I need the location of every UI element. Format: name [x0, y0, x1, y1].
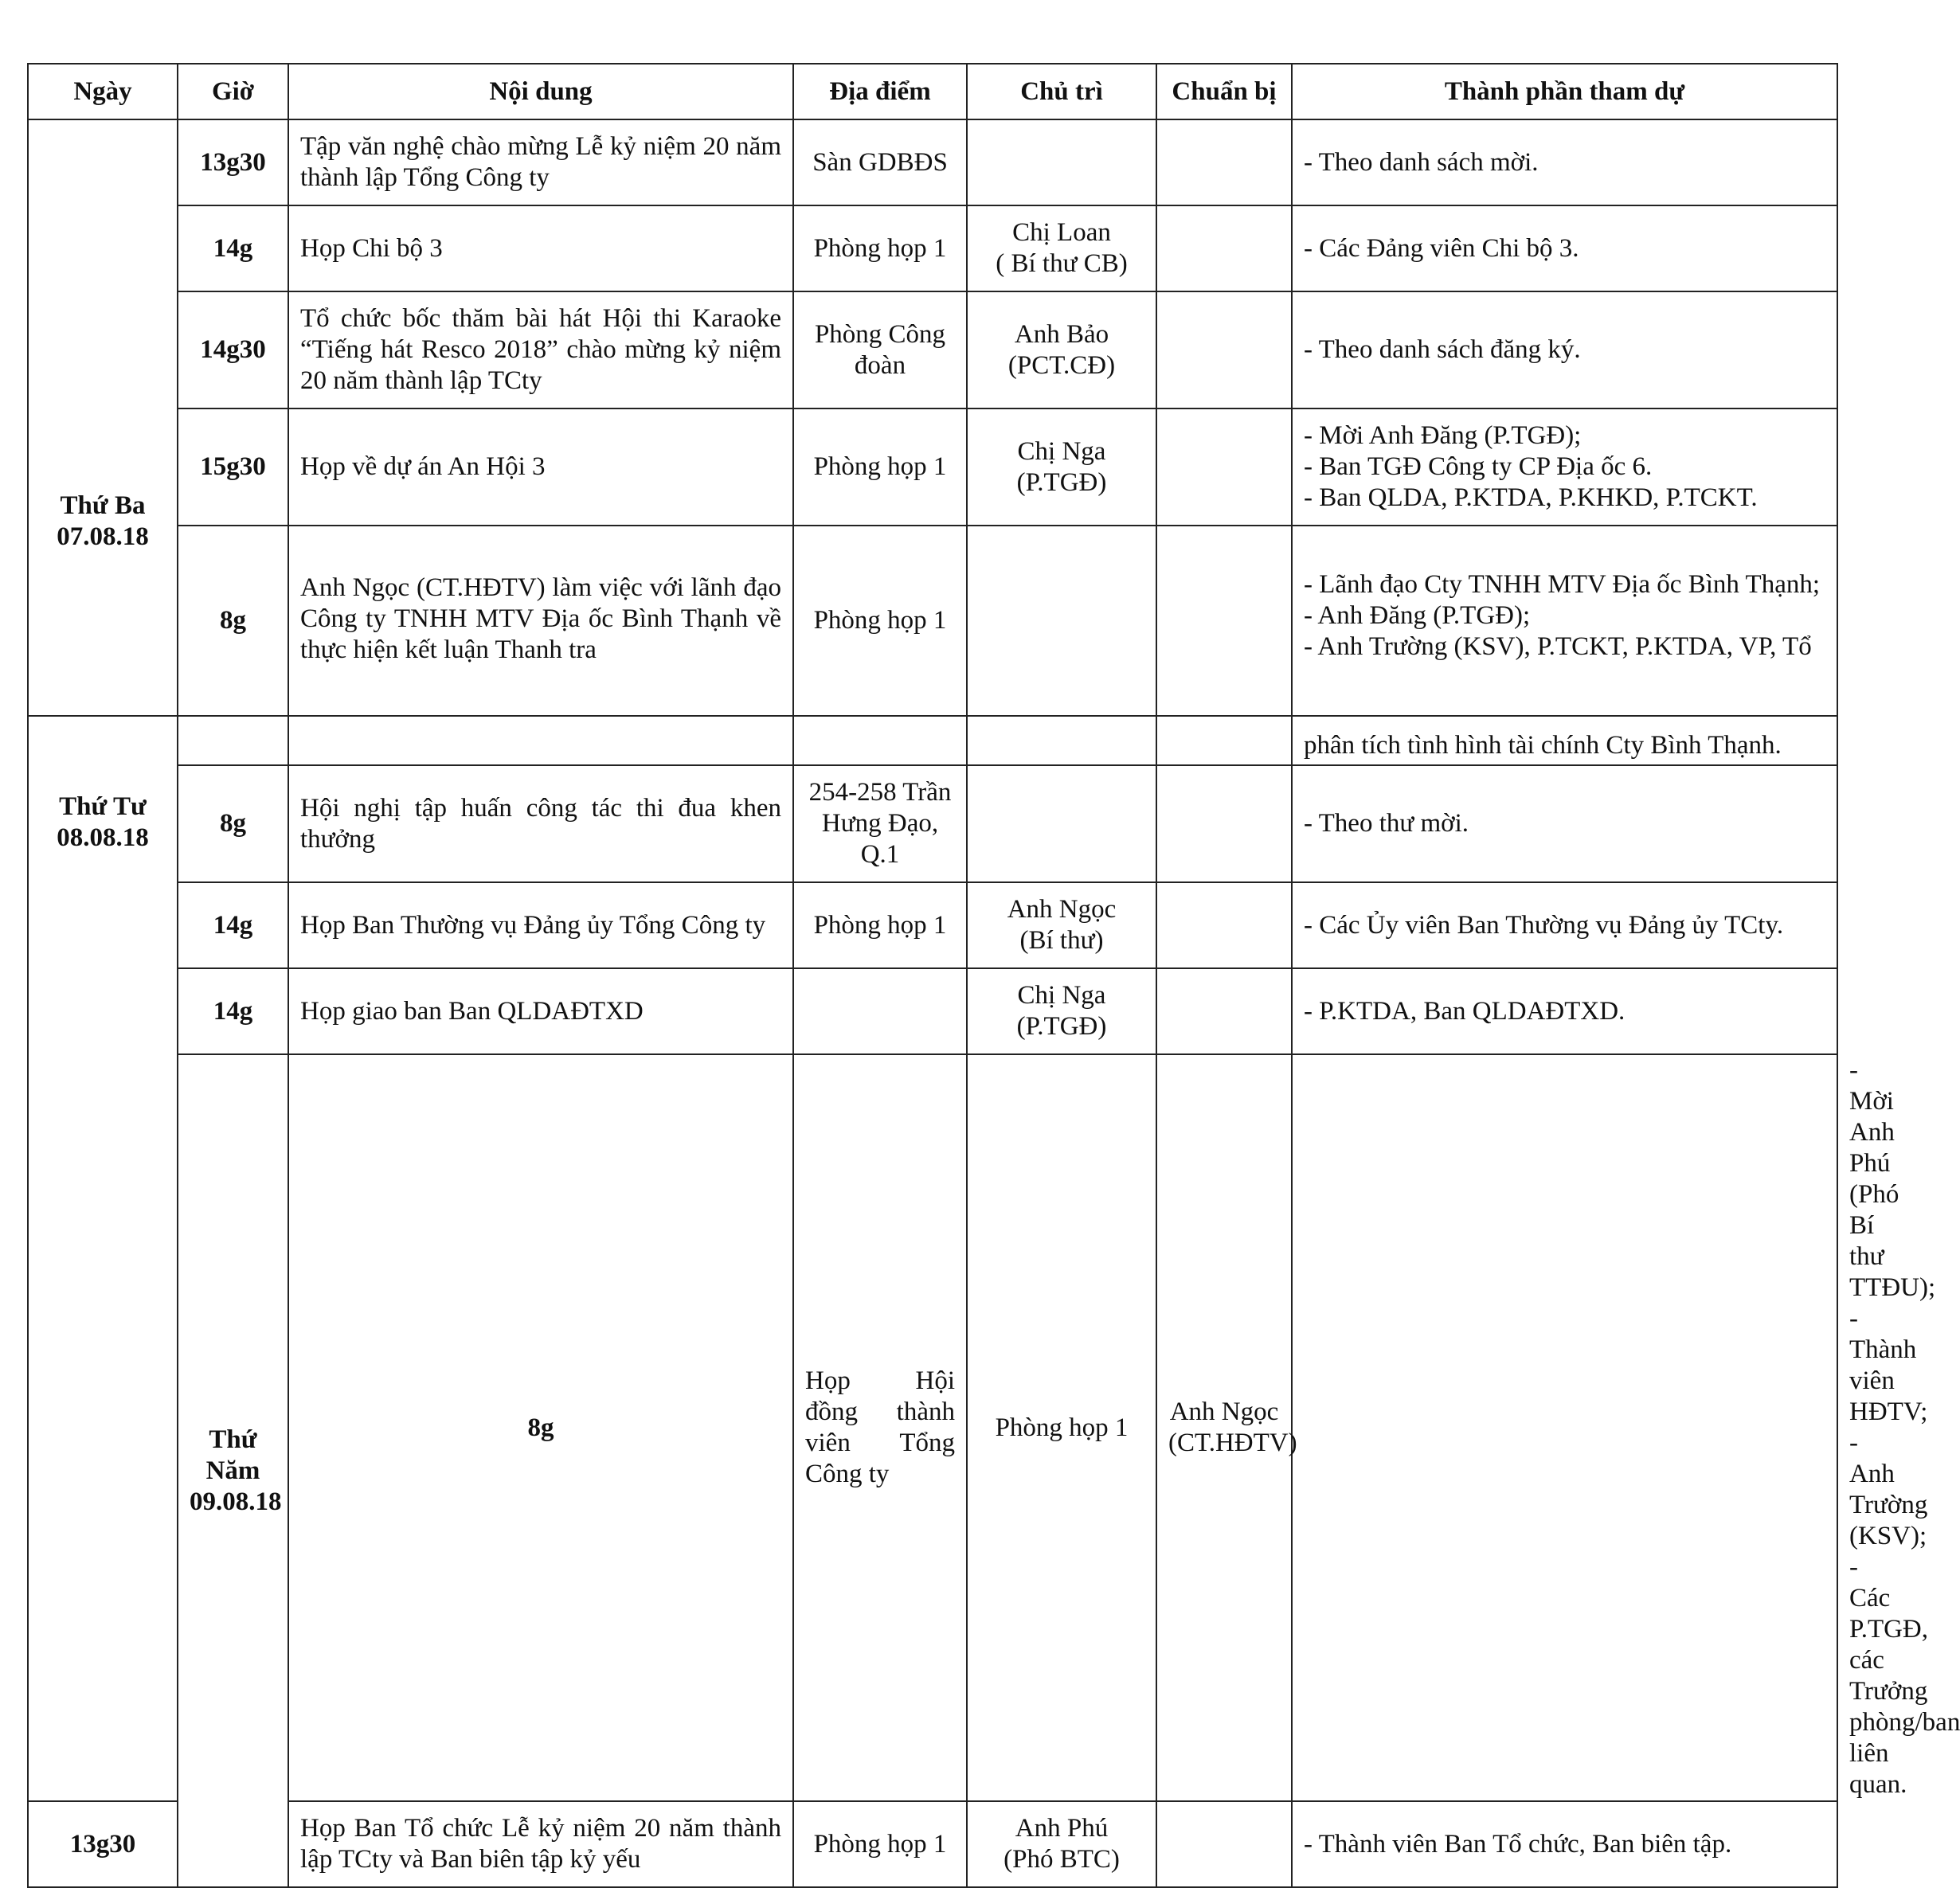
attendees-cell: - P.KTDA, Ban QLDAĐTXD. — [1292, 968, 1837, 1054]
attendees-cell: - Theo danh sách mời. — [1292, 119, 1837, 205]
attendees-overflow-cell: phân tích tình hình tài chính Cty Bình Thạnh. — [1292, 716, 1837, 765]
header-prep: Chuẩn bị — [1156, 64, 1292, 119]
place-cell — [793, 968, 967, 1054]
header-content: Nội dung — [288, 64, 793, 119]
attendees-text: - Lãnh đạo Cty TNHH MTV Địa ốc Bình Thạnh; - Anh Đăng (P.TGĐ); - Anh Trường (KSV), P.TCKT, P.KTDA, VP, Tổ — [1304, 570, 1821, 661]
host-cell: Anh Ngọc (Bí thư) — [967, 882, 1156, 968]
host-cell: Anh Phú (Phó BTC) — [967, 1801, 1156, 1887]
prep-cell — [1156, 119, 1292, 205]
place-cell: Phòng họp 1 — [793, 882, 967, 968]
content-cell: Họp giao ban Ban QLDAĐTXD — [288, 968, 793, 1054]
table-row — [28, 408, 1837, 526]
content-cell: Họp Ban Tổ chức Lễ kỷ niệm 20 năm thành lập TCty và Ban biên tập kỷ yếu — [288, 1801, 793, 1887]
day-cell — [28, 119, 178, 716]
time-cell: 8g — [178, 765, 288, 882]
content-cell: Hội nghị tập huấn công tác thi đua khen thưởng — [288, 765, 793, 882]
host-cell: Chị Nga (P.TGĐ) — [967, 408, 1156, 526]
content-cell: Tập văn nghệ chào mừng Lễ kỷ niệm 20 năm thành lập Tổng Công ty — [288, 119, 793, 205]
time-cell: 8g — [288, 1054, 793, 1801]
place-cell: 254-258 Trần Hưng Đạo, Q.1 — [793, 765, 967, 882]
content-cell — [288, 716, 793, 765]
attendees-cell: - Theo danh sách đăng ký. — [1292, 291, 1837, 408]
attendees-cell — [1292, 526, 1837, 716]
day-cell — [178, 1054, 288, 1887]
attendees-cell: - Thành viên Ban Tổ chức, Ban biên tập. — [1292, 1801, 1837, 1887]
day-name: Thứ Năm — [205, 1425, 260, 1485]
schedule-table — [27, 63, 1960, 1888]
content-cell: Họp Ban Thường vụ Đảng ủy Tổng Công ty — [288, 882, 793, 968]
place-cell: Phòng họp 1 — [793, 408, 967, 526]
header-time: Giờ — [178, 64, 288, 119]
prep-cell — [1156, 882, 1292, 968]
content-cell: Tổ chức bốc thăm bài hát Hội thi Karaoke “Tiếng hát Resco 2018” chào mừng kỷ niệm 20 năm thành lập TCty — [288, 291, 793, 408]
table-row — [28, 968, 1837, 1054]
time-cell: 13g30 — [178, 119, 288, 205]
day-name: Thứ Tư — [59, 792, 147, 821]
table-row — [28, 205, 1837, 291]
host-cell: Chị Nga (P.TGĐ) — [967, 968, 1156, 1054]
place-cell: Phòng họp 1 — [793, 526, 967, 716]
prep-cell — [1156, 205, 1292, 291]
time-cell: 14g — [178, 968, 288, 1054]
host-cell: Anh Bảo (PCT.CĐ) — [967, 291, 1156, 408]
place-cell: Sàn GDBĐS — [793, 119, 967, 205]
host-cell — [967, 526, 1156, 716]
place-cell: Phòng Công đoàn — [793, 291, 967, 408]
prep-cell — [1156, 291, 1292, 408]
place-cell — [793, 716, 967, 765]
prep-cell — [1292, 1054, 1837, 1801]
time-cell: 14g — [178, 205, 288, 291]
day-cell — [28, 716, 178, 1801]
header-row — [28, 64, 1837, 119]
table-row — [28, 291, 1837, 408]
time-cell: 8g — [178, 526, 288, 716]
host-cell — [967, 765, 1156, 882]
host-cell: Chị Loan ( Bí thư CB) — [967, 205, 1156, 291]
table-row — [28, 765, 1837, 882]
attendees-cell: - Theo thư mời. — [1292, 765, 1837, 882]
header-day: Ngày — [28, 64, 178, 119]
table-row: Thứ Năm 09.08.18 8g Họp Hội đồng thành viên Tổng Công ty Phòng họp 1 Anh Ngọc (CT.HĐTV) - Mời Anh Phú (Phó Bí thư TTĐU); - Thành viên HĐTV; - Anh Trường (KSV); - Các P.TGĐ, các Trưởng phòng/ban liên quan. — [28, 1054, 1837, 1801]
table-row — [28, 882, 1837, 968]
prep-cell — [1156, 408, 1292, 526]
time-cell — [178, 716, 288, 765]
place-cell: Phòng họp 1 — [967, 1054, 1156, 1801]
content-cell: Họp Chi bộ 3 — [288, 205, 793, 291]
table-row — [28, 119, 1837, 205]
header-attendees: Thành phần tham dự — [1292, 64, 1837, 119]
header-host: Chủ trì — [967, 64, 1156, 119]
host-cell — [967, 119, 1156, 205]
header-place: Địa điểm — [793, 64, 967, 119]
prep-cell — [1156, 526, 1292, 716]
content-text: Anh Ngọc (CT.HĐTV) làm việc với lãnh đạo Công ty TNHH MTV Địa ốc Bình Thạnh về thực hiện kết luận Thanh tra — [300, 573, 781, 664]
attendees-cell: - Các Ủy viên Ban Thường vụ Đảng ủy TCty. — [1292, 882, 1837, 968]
content-cell: Họp về dự án An Hội 3 — [288, 408, 793, 526]
prep-cell — [1156, 765, 1292, 882]
content-cell — [288, 526, 793, 716]
host-cell: Anh Ngọc (CT.HĐTV) — [1156, 1054, 1292, 1801]
day-name: Thứ Ba — [60, 491, 146, 520]
table-row — [28, 1801, 1837, 1887]
place-cell: Phòng họp 1 — [793, 1801, 967, 1887]
time-cell: 15g30 — [178, 408, 288, 526]
prep-cell — [1156, 716, 1292, 765]
time-cell: 14g30 — [178, 291, 288, 408]
place-cell: Phòng họp 1 — [793, 205, 967, 291]
table-row — [28, 526, 1837, 716]
host-cell — [967, 716, 1156, 765]
day-date: 09.08.18 — [190, 1487, 282, 1516]
prep-cell — [1156, 1801, 1292, 1887]
content-cell: Họp Hội đồng thành viên Tổng Công ty — [793, 1054, 967, 1801]
table-row — [28, 716, 1837, 765]
attendees-cell: - Mời Anh Đăng (P.TGĐ); - Ban TGĐ Công ty CP Địa ốc 6. - Ban QLDA, P.KTDA, P.KHKD, P.TCKT. — [1292, 408, 1837, 526]
attendees-cell: - Các Đảng viên Chi bộ 3. — [1292, 205, 1837, 291]
time-cell: 14g — [178, 882, 288, 968]
day-date: 07.08.18 — [57, 522, 149, 551]
time-cell: 13g30 — [28, 1801, 178, 1887]
prep-cell — [1156, 968, 1292, 1054]
day-date: 08.08.18 — [57, 823, 149, 852]
